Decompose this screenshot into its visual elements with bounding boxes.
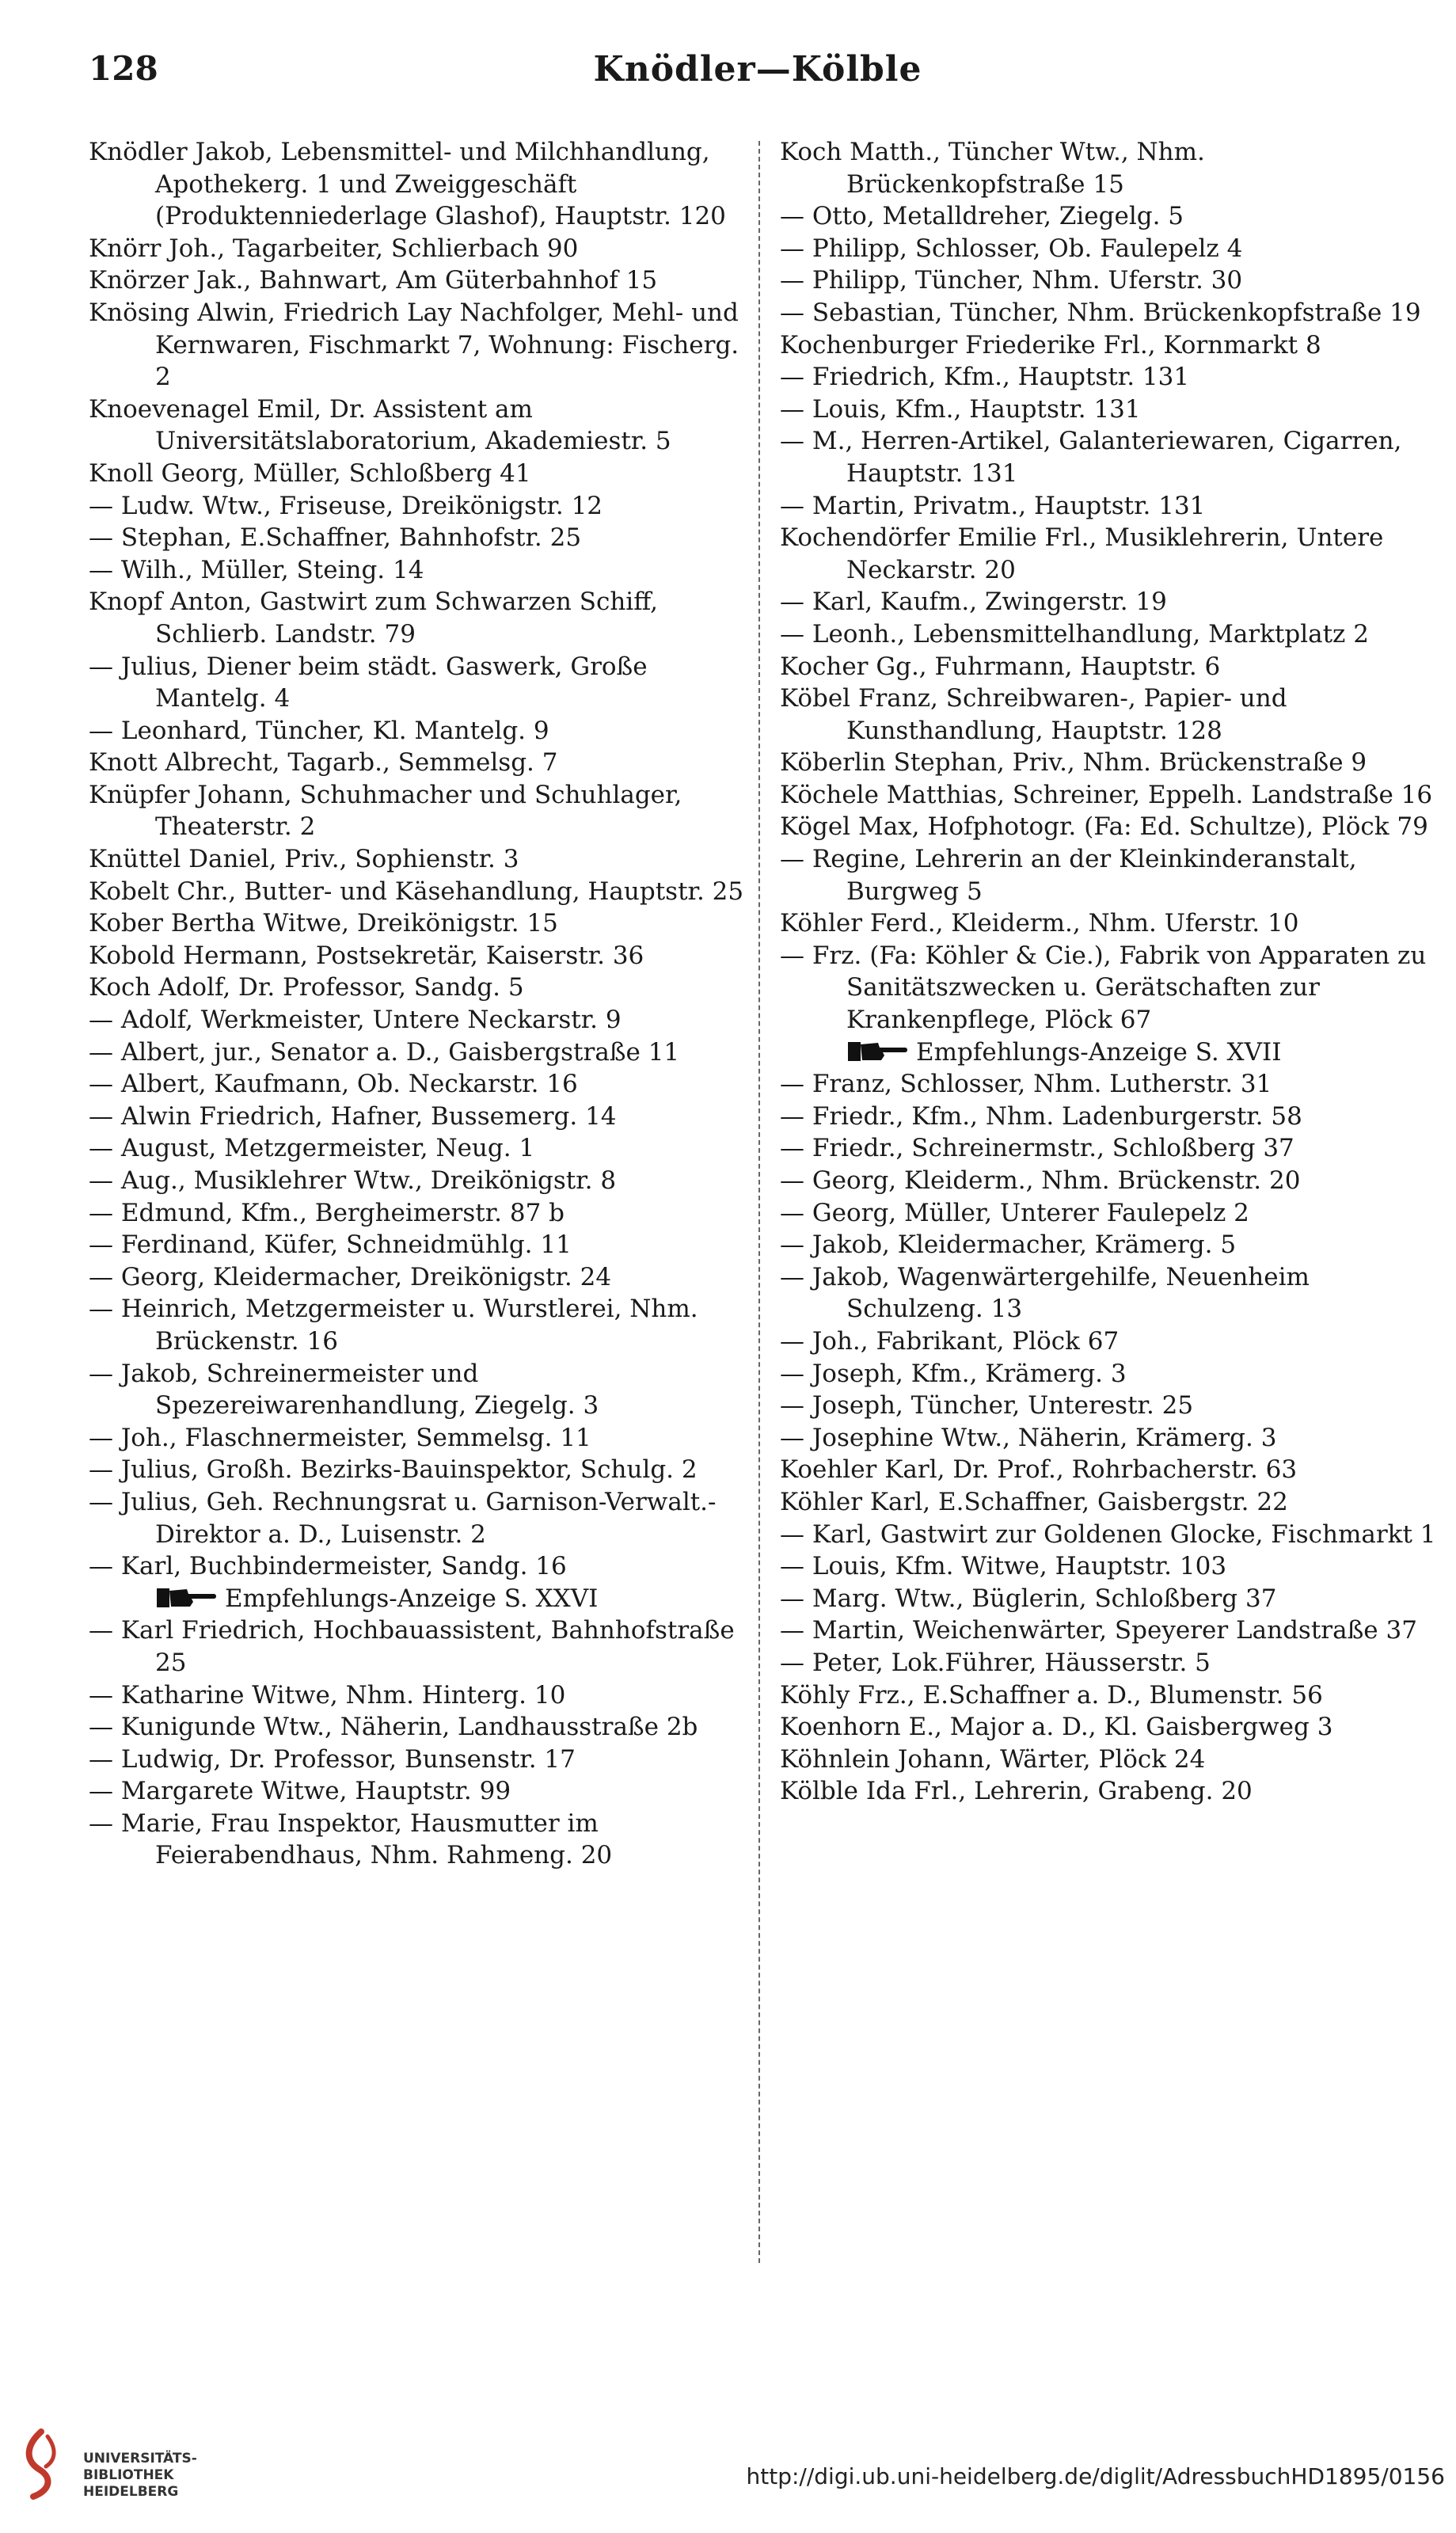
- directory-entry: — Albert, Kaufmann, Ob. Neckarstr. 16: [89, 1070, 578, 1099]
- pointing-hand-icon: [846, 1038, 910, 1065]
- directory-entry: Köberlin Stephan, Priv., Nhm. Brückenstraße 9: [780, 748, 1367, 778]
- directory-entry: — Julius, Geh. Rechnungsrat u. Garnison-Verwalt.-Direktor a. D., Luisenstr. 2: [89, 1487, 717, 1549]
- directory-entry: — Karl Friedrich, Hochbauassistent, Bahnhofstraße 25: [89, 1616, 735, 1677]
- directory-entry: — Edmund, Kfm., Bergheimerstr. 87 b: [89, 1198, 565, 1227]
- directory-entry: — Albert, jur., Senator a. D., Gaisbergstraße 11: [89, 1037, 680, 1067]
- directory-entry: — Adolf, Werkmeister, Untere Neckarstr. 9: [89, 1006, 622, 1035]
- directory-entry: — Alwin Friedrich, Hafner, Bussemerg. 14: [89, 1101, 617, 1131]
- directory-entry: — Wilh., Müller, Steing. 14: [89, 555, 424, 584]
- directory-entry: — Jakob, Kleidermacher, Krämerg. 5: [780, 1230, 1237, 1260]
- directory-entry: — Joh., Fabrikant, Plöck 67: [780, 1326, 1120, 1356]
- directory-entry: — Ludw. Wtw., Friseuse, Dreikönigstr. 12: [89, 491, 603, 520]
- library-name: [83, 2451, 197, 2501]
- directory-entry: — Martin, Weichenwärter, Speyerer Landstraße 37: [780, 1616, 1417, 1645]
- directory-entry: — Georg, Müller, Unterer Faulepelz 2: [780, 1198, 1249, 1227]
- page-footer: [0, 2403, 1456, 2530]
- directory-entry: Koenhorn E., Major a. D., Kl. Gaisbergweg 3: [780, 1713, 1333, 1742]
- directory-entry: Köbel Franz, Schreibwaren-, Papier- und Kunsthandlung, Hauptstr. 128: [780, 684, 1287, 745]
- directory-entry: — Marie, Frau Inspektor, Hausmutter im Feierabendhaus, Nhm. Rahmeng. 20: [89, 1808, 613, 1870]
- library-name-line: HEIDELBERG: [83, 2484, 179, 2500]
- directory-entry: Kobold Hermann, Postsekretär, Kaiserstr. 36: [89, 941, 644, 970]
- library-logo-icon: [17, 2428, 65, 2500]
- directory-entry: — Louis, Kfm., Hauptstr. 131: [780, 394, 1141, 424]
- directory-entry: — Peter, Lok.Führer, Häusserstr. 5: [780, 1648, 1211, 1677]
- directory-entry: — Joseph, Tüncher, Unterestr. 25: [780, 1391, 1194, 1421]
- directory-entry: Kocher Gg., Fuhrmann, Hauptstr. 6: [780, 652, 1221, 681]
- directory-entry: — Jakob, Schreinermeister und Spezereiwarenhandlung, Ziegelg. 3: [89, 1359, 599, 1421]
- directory-entry: Koch Adolf, Dr. Professor, Sandg. 5: [89, 973, 524, 1002]
- advertisement-reference-text: Empfehlungs-Anzeige S. XVII: [916, 1037, 1282, 1067]
- directory-entry: Knüttel Daniel, Priv., Sophienstr. 3: [89, 845, 519, 874]
- directory-entry: — Louis, Kfm. Witwe, Hauptstr. 103: [780, 1552, 1227, 1581]
- directory-entry: Köhly Frz., E.Schaffner a. D., Blumenstr. 56: [780, 1680, 1323, 1710]
- directory-entry: — Otto, Metalldreher, Ziegelg. 5: [780, 202, 1184, 231]
- directory-entry: — Regine, Lehrerin an der Kleinkinderanstalt, Burgweg 5: [780, 845, 1357, 906]
- directory-entry: — Joh., Flaschnermeister, Semmelsg. 11: [89, 1423, 591, 1452]
- directory-entry: — Georg, Kleidermacher, Dreikönigstr. 24: [89, 1262, 612, 1291]
- directory-entry: — Leonh., Lebensmittelhandlung, Marktplatz 2: [780, 619, 1369, 648]
- advertisement-reference: [89, 1583, 746, 1615]
- directory-entry: Köhler Ferd., Kleiderm., Nhm. Uferstr. 10: [780, 909, 1299, 938]
- directory-entry: — Karl, Gastwirt zur Goldenen Glocke, Fischmarkt 1: [780, 1519, 1436, 1549]
- directory-entry: — Aug., Musiklehrer Wtw., Dreikönigstr. 8: [89, 1166, 617, 1195]
- directory-entry: Köhler Karl, E.Schaffner, Gaisbergstr. 22: [780, 1487, 1288, 1516]
- directory-entry: — Leonhard, Tüncher, Kl. Mantelg. 9: [89, 716, 549, 745]
- directory-entry: — Sebastian, Tüncher, Nhm. Brückenkopfstraße 19: [780, 298, 1421, 327]
- advertisement-reference: [780, 1036, 1437, 1069]
- directory-entry: — M., Herren-Artikel, Galanteriewaren, Cigarren, Hauptstr. 131: [780, 427, 1402, 488]
- directory-entry: Knopf Anton, Gastwirt zum Schwarzen Schiff, Schlierb. Landstr. 79: [89, 588, 658, 648]
- source-url[interactable]: http://digi.ub.uni-heidelberg.de/diglit/AdressbuchHD1895/0156: [746, 2463, 1445, 2489]
- directory-entry: — Jakob, Wagenwärtergehilfe, Neuenheim Schulzeng. 13: [780, 1262, 1310, 1324]
- pointing-hand-icon: [155, 1584, 219, 1611]
- directory-entry: — Josephine Wtw., Näherin, Krämerg. 3: [780, 1423, 1277, 1452]
- directory-entry: — Philipp, Tüncher, Nhm. Uferstr. 30: [780, 266, 1243, 295]
- directory-entry: — Julius, Diener beim städt. Gaswerk, Große Mantelg. 4: [89, 652, 648, 713]
- directory-entry: — Friedrich, Kfm., Hauptstr. 131: [780, 363, 1190, 392]
- page-header: [89, 49, 1427, 105]
- directory-entry: Knörr Joh., Tagarbeiter, Schlierbach 90: [89, 234, 579, 263]
- directory-entry: — Ferdinand, Küfer, Schneidmühlg. 11: [89, 1230, 572, 1260]
- directory-entry: Kochenburger Friederike Frl., Kornmarkt 8: [780, 330, 1321, 359]
- directory-entry: Knoevenagel Emil, Dr. Assistent am Universitätslaboratorium, Akademiestr. 5: [89, 394, 671, 456]
- directory-entry: — Friedr., Schreinermstr., Schloßberg 37: [780, 1134, 1294, 1163]
- directory-entry: — Friedr., Kfm., Nhm. Ladenburgerstr. 58: [780, 1101, 1302, 1131]
- page-number: 128: [89, 49, 158, 88]
- directory-entry: — Ludwig, Dr. Professor, Bunsenstr. 17: [89, 1744, 576, 1774]
- directory-entry: — Joseph, Kfm., Krämerg. 3: [780, 1359, 1127, 1388]
- directory-entry: — Marg. Wtw., Büglerin, Schloßberg 37: [780, 1584, 1277, 1613]
- directory-entry: — Frz. (Fa: Köhler & Cie.), Fabrik von Apparaten zu Sanitätszwecken u. Gerätschaften zur Krankenpflege, Plöck 67: [780, 941, 1427, 1035]
- directory-entry: Knoll Georg, Müller, Schloßberg 41: [89, 458, 531, 488]
- directory-entry: — Stephan, E.Schaffner, Bahnhofstr. 25: [89, 523, 582, 553]
- directory-entry: Knörzer Jak., Bahnwart, Am Güterbahnhof 15: [89, 266, 658, 295]
- directory-entry: — Heinrich, Metzgermeister u. Wurstlerei, Nhm. Brückenstr. 16: [89, 1295, 698, 1356]
- directory-entry: Kochendörfer Emilie Frl., Musiklehrerin, Untere Neckarstr. 20: [780, 523, 1384, 584]
- left-column: [89, 136, 746, 1872]
- directory-entry: Koch Matth., Tüncher Wtw., Nhm. Brückenkopfstraße 15: [780, 138, 1205, 199]
- directory-entry: Köchele Matthias, Schreiner, Eppelh. Landstraße 16: [780, 780, 1433, 809]
- directory-entry: — Karl, Buchbindermeister, Sandg. 16: [89, 1552, 567, 1581]
- advertisement-reference-text: Empfehlungs-Anzeige S. XXVI: [225, 1584, 599, 1613]
- library-name-line: UNIVERSITÄTS-: [83, 2451, 197, 2466]
- directory-entry: — Franz, Schlosser, Nhm. Lutherstr. 31: [780, 1070, 1272, 1099]
- directory-entry: — Kunigunde Wtw., Näherin, Landhausstraße 2b: [89, 1713, 698, 1742]
- directory-entry: Knüpfer Johann, Schuhmacher und Schuhlager, Theaterstr. 2: [89, 780, 682, 842]
- library-name-line: BIBLIOTHEK: [83, 2467, 174, 2483]
- directory-entry: — Martin, Privatm., Hauptstr. 131: [780, 491, 1206, 520]
- directory-entry: Kölble Ida Frl., Lehrerin, Grabeng. 20: [780, 1777, 1253, 1806]
- directory-entry: — Georg, Kleiderm., Nhm. Brückenstr. 20: [780, 1166, 1301, 1195]
- directory-entry: Kober Bertha Witwe, Dreikönigstr. 15: [89, 909, 558, 938]
- directory-entry: Knott Albrecht, Tagarb., Semmelsg. 7: [89, 748, 558, 778]
- column-divider: [758, 141, 760, 2263]
- running-head: Knödler—Kölble: [593, 49, 922, 89]
- directory-entry: — Karl, Kaufm., Zwingerstr. 19: [780, 588, 1167, 617]
- directory-entry: Knösing Alwin, Friedrich Lay Nachfolger, Mehl- und Kernwaren, Fischmarkt 7, Wohnung: Fischerg. 2: [89, 298, 739, 392]
- directory-entry: — Philipp, Schlosser, Ob. Faulepelz 4: [780, 234, 1243, 263]
- directory-entry: — Margarete Witwe, Hauptstr. 99: [89, 1777, 511, 1806]
- right-column: [780, 136, 1437, 1808]
- directory-entry: Koehler Karl, Dr. Prof., Rohrbacherstr. 63: [780, 1455, 1298, 1485]
- directory-entry: — Katharine Witwe, Nhm. Hinterg. 10: [89, 1680, 566, 1710]
- directory-entry: Kögel Max, Hofphotogr. (Fa: Ed. Schultze), Plöck 79: [780, 812, 1428, 842]
- directory-entry: Knödler Jakob, Lebensmittel- und Milchhandlung, Apothekerg. 1 und Zweiggeschäft (Produktenniederlage Glashof), Hauptstr. 120: [89, 138, 726, 231]
- directory-entry: — August, Metzgermeister, Neug. 1: [89, 1134, 535, 1163]
- directory-entry: Köhnlein Johann, Wärter, Plöck 24: [780, 1744, 1206, 1774]
- directory-entry: — Julius, Großh. Bezirks-Bauinspektor, Schulg. 2: [89, 1455, 698, 1485]
- directory-entry: Kobelt Chr., Butter- und Käsehandlung, Hauptstr. 25: [89, 877, 744, 906]
